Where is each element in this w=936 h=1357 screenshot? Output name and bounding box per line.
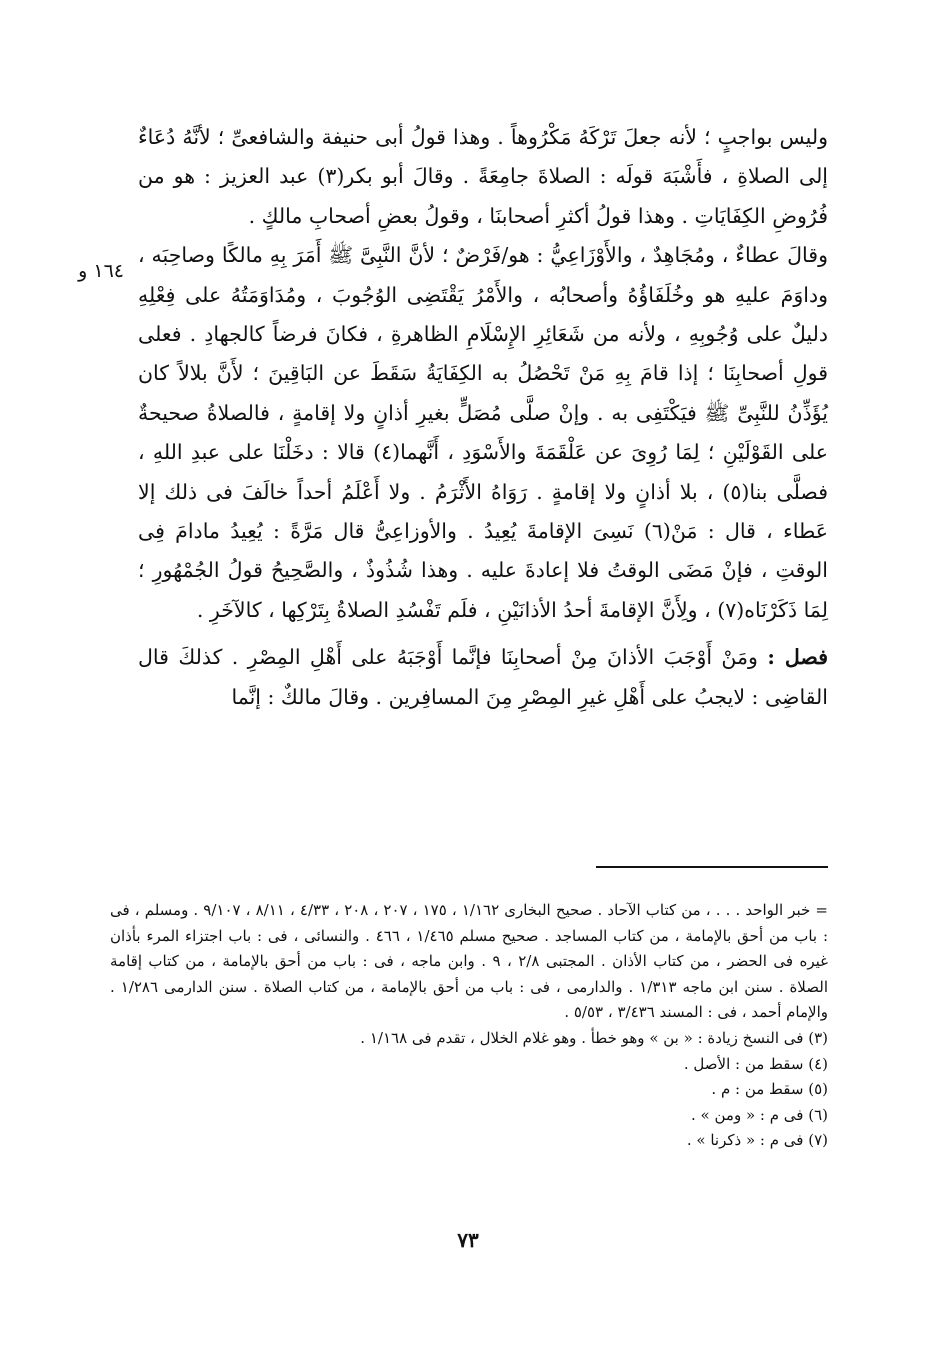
- section-paragraph: [138, 638, 828, 717]
- section-text: ومَنْ أَوْجَبَ الأذانَ مِنْ أصحابِنَا فإنَّما أَوْجَبَهُ على أَهْلِ المِصْرِ . كذلكَ قال القاضِى : لايجبُ على أَهْلِ غيرِ المِصْرِ مِنَ المسافِرين . وقالَ مالكٌ : إنَّما: [138, 645, 828, 709]
- footnote-5: (٥) سقط من : م .: [711, 1080, 828, 1099]
- footnote-6: (٦) فى م : « ومن » .: [691, 1105, 828, 1124]
- footnotes: [110, 898, 828, 1154]
- footnote-4: (٤) سقط من : الأصل .: [683, 1054, 828, 1073]
- footnote-7: (٧) فى م : « ذكرنا » .: [686, 1131, 828, 1150]
- footnote-divider: [596, 866, 828, 868]
- paragraph-1: وليس بواجبٍ ؛ لأنه جعلَ تَرْكَهُ مَكْرُوهاً . وهذا قولُ أبى حنيفة والشافعىِّ ؛ لأنَّهُ دُعَاءٌ إلى الصلاةِ ، فأَشْبَهَ قولَه : الصلاةَ جامِعَةً . وقالَ أبو بكر(٣) عبد العزيز : هو من فُرُوضِ الكِفَايَاتِ . وهذا قولُ أكثرِ أصحابنَا ، وقولُ بعضِ أصحابِ مالكٍ .: [138, 125, 829, 228]
- page-number: ٧٣: [457, 1228, 479, 1252]
- main-text: [138, 118, 828, 717]
- paragraph-2: وقالَ عطاءٌ ، ومُجَاهِدٌ ، والأَوْزَاعِيُّ : هو/فَرْضٌ ؛ لأنَّ النَّبِىَّ ﷺ أَمَرَ بِهِ مالكًا وصاحِبَه ، وداوَمَ عليهِ هو وخُلَفَاؤُهُ وأصحابُه ، والأَمْرُ يَقْتَضِى الوُجُوبَ ، ومُدَاوَمَتُهُ على فِعْلِهِ دليلٌ على وُجُوبِهِ ، ولأنه من شَعَائِرِ الإِسْلَامِ الظاهرةِ ، فكانَ فرضاً كالجهادِ . فعلى قولِ أصحابِنَا ؛ إذا قامَ بِهِ مَنْ تَحْصُلُ به الكِفَايَةُ سَقَطَ عن البَاقِينَ ؛ لأَنَّ بلالاً كان يُؤَذِّنُ للنَّبِىِّ ﷺ فيَكْتَفِى به . وإنْ صلَّى مُصَلٍّ بغيرِ أذانٍ ولا إقامةٍ ، فالصلاةُ صحيحةٌ على القَوْلَيْنِ ؛ لِمَا رُوِىَ عن عَلْقَمَةَ والأَسْوَدِ ، أَنَّهما(٤) قالا : دخَلْنَا على عبدِ اللهِ ، فصلَّى بنا(٥) ، بلا أذانٍ ولا إقامةٍ . رَوَاهُ الأَثْرَمُ . ولا أَعْلَمُ أحداً خالَفَ فى ذلك إلا عَطاء ، قال : مَنْ(٦) نَسِىَ الإقامةَ يُعِيدُ . والأوزاعِىُّ قال مَرَّةً : يُعِيدُ مادامَ فِى الوقتِ ، فإنْ مَضَى الوقتُ فلا إعادةَ عليه . وهذا شُذُوذٌ ، والصَّحِيحُ قولُ الجُمْهُورِ ؛ لِمَا ذَكَرْنَاه(٧) ، ولِأَنَّ الإقامةَ أحدُ الأذانَيْنِ ، فلَم تَفْسُدِ الصلاةُ بِتَرْكِها ، كالآخَرِ .: [138, 243, 829, 622]
- footnote-continued: = خبر الواحد . . . ، من كتاب الآحاد . صحيح البخارى ١/١٦٢ ، ١٧٥ ، ٢٠٧ ، ٢٠٨ ، ٤/٣٣ ، ٨/١١ ، ٩/١٠٧ . ومسلم ، فى : باب من أحق بالإمامة ، من كتاب المساجد . صحيح مسلم ١/٤٦٥ ، ٤٦٦ . والنسائى ، فى : باب اجتزاء المرء بأذان غيره فى الحضر ، من كتاب الأذان . المجتبى ٢/٨ ، ٩ . وابن ماجه ، فى : باب من أحق بالإمامة ، من كتاب إقامة الصلاة . سنن ابن ماجه ١/٣١٣ . والدارمى ، فى : باب من أحق بالإمامة ، من كتاب الصلاة . سنن الدارمى ١/٢٨٦ . والإمام أحمد ، فى : المسند ٣/٤٣٦ ، ٥/٥٣ .: [110, 901, 829, 1022]
- manuscript-folio-marker: ١٦٤ و: [78, 260, 124, 282]
- section-heading: فصل :: [767, 645, 828, 670]
- footnote-3: (٣) فى النسخ زيادة : « بن » وهو خطأ . وهو غلام الخلال ، تقدم فى ١/١٦٨ .: [360, 1028, 828, 1047]
